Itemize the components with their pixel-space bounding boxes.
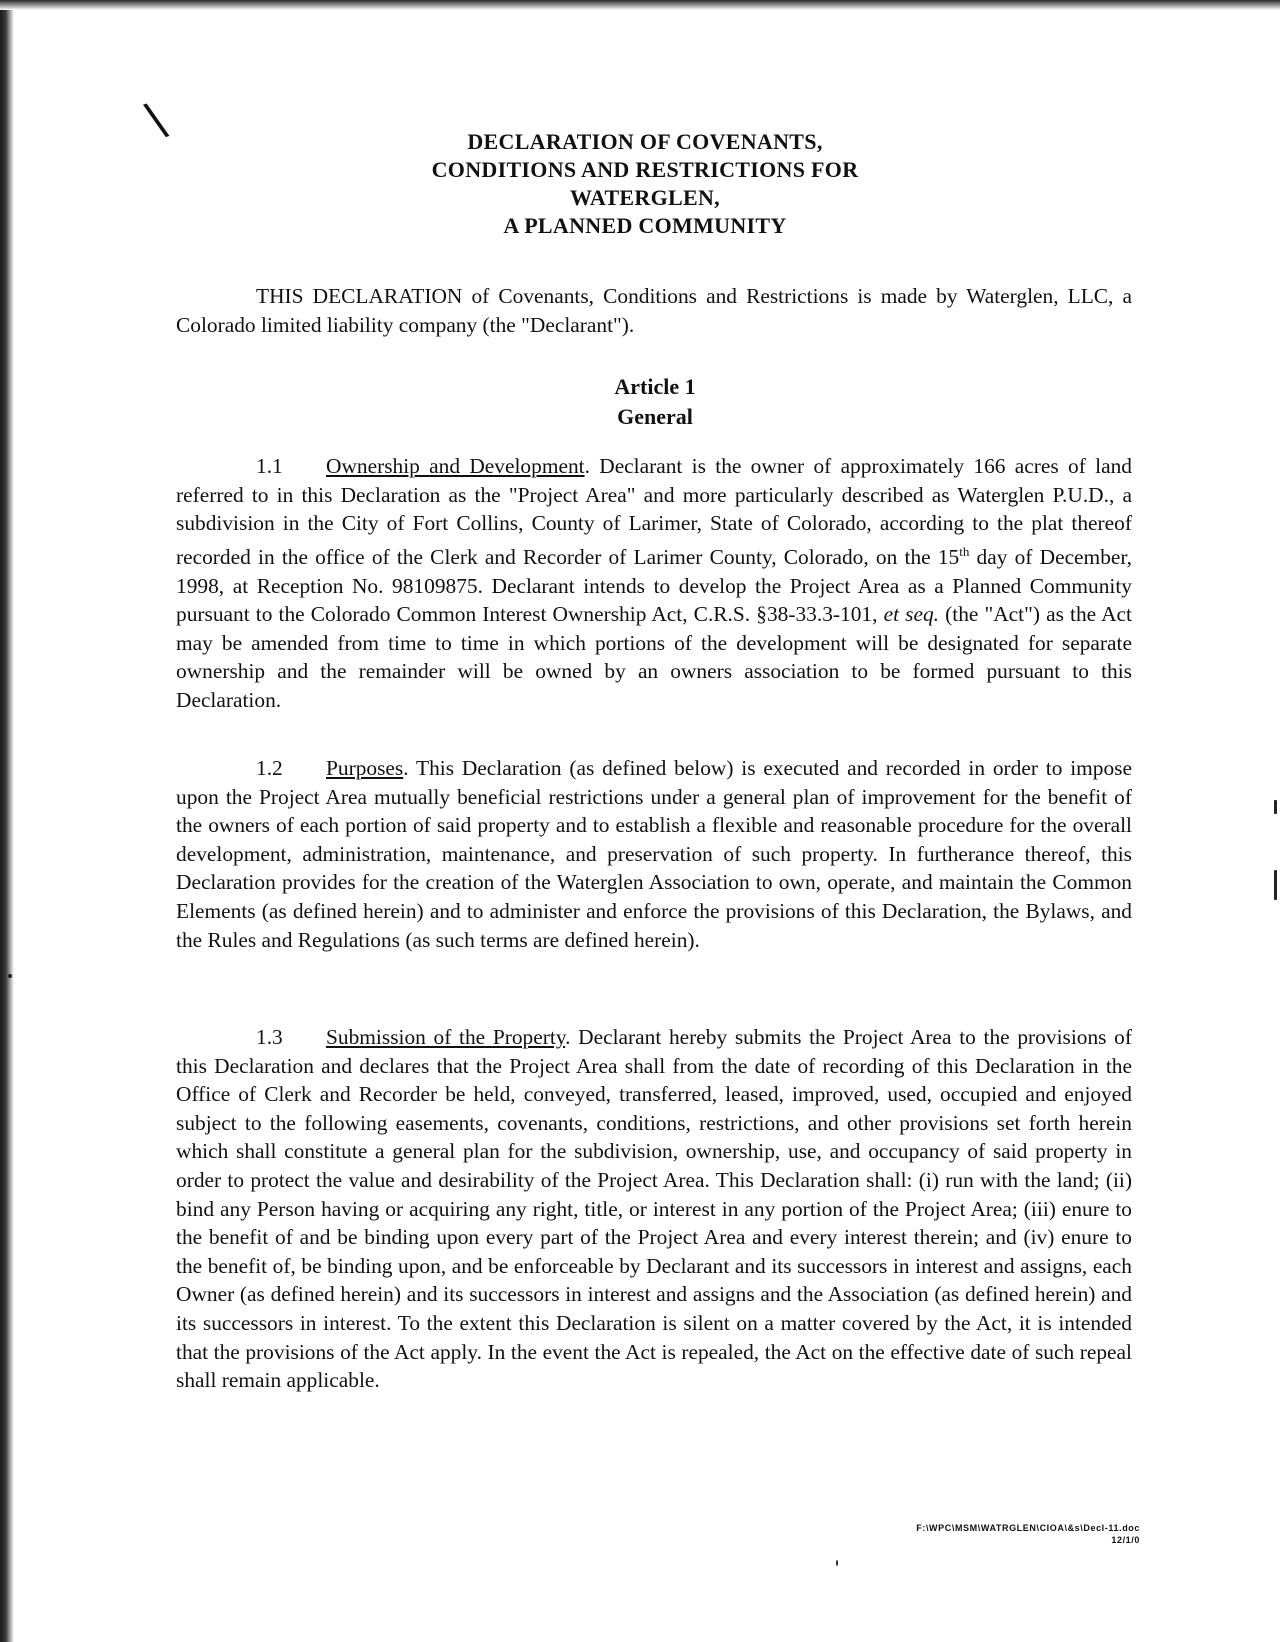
article-heading — [560, 372, 750, 432]
scan-speck — [1274, 800, 1277, 814]
title-line-3: WATERGLEN, — [570, 185, 720, 210]
title-line-1: DECLARATION OF COVENANTS, — [467, 129, 823, 154]
handwritten-mark: \ — [140, 90, 172, 148]
intro-paragraph — [176, 282, 1132, 339]
section-body: . Declarant is the owner of approximately 166 acres of land referred to in this Declaration as the "Project Area" and more particularly described as Waterglen P.U.D., a subdivision in the City of Fort Collins, County of Larimer, State of Colorado, according to the plat thereof recorded in the office of the Clerk and Recorder of Larimer County, Colorado, on the 15 — [176, 454, 1132, 569]
section-1-3 — [176, 1023, 1132, 1395]
section-number: 1.2 — [256, 756, 283, 780]
intro-text: THIS DECLARATION of Covenants, Conditions and Restrictions is made by Waterglen, LLC, a Colorado limited liability company (the "Declarant"). — [176, 284, 1132, 337]
section-body: . Declarant hereby submits the Project Area to the provisions of this Declaration and declares that the Project Area shall from the date of recording of this Declaration in the Office of Clerk and Recorder be held, conveyed, transferred, leased, improved, used, occupied and enjoyed subject to the following easements, covenants, conditions, restrictions, and other provisions set forth herein which shall constitute a general plan for the subdivision, ownership, use, and occupancy of said property in order to protect the value and desirability of the Project Area. This Declaration shall: (i) run with the land; (ii) bind any Person having or acquiring any right, title, or interest in any portion of the Project Area; (iii) enure to the benefit of and be binding upon every part of the Project Area and every interest therein; and (iv) enure to the benefit of, be binding upon, and be enforceable by Declarant and its successors in interest and assigns, each Owner (as defined herein) and its successors in interest and assigns and the Association (as defined herein) and its successors in interest. To the extent this Declaration is silent on a matter covered by the Act, it is intended that the provisions of the Act apply. In the event the Act is repealed, the Act on the effective date of such repeal shall remain applicable. — [176, 1025, 1132, 1393]
section-heading: Submission of the Property — [326, 1025, 566, 1049]
section-number: 1.1 — [256, 454, 283, 478]
file-path-footer — [916, 1522, 1140, 1546]
title-line-2: CONDITIONS AND RESTRICTIONS FOR — [431, 157, 859, 182]
article-title: General — [617, 404, 693, 429]
document-title — [330, 128, 960, 240]
section-body-cont: day of December, 1998, at Reception No. 98109875. Declarant intends to develop the Project Area as a Planned Community pursuant to the Colorado Common Interest Ownership Act, C.R.S. §38-33.3-101, — [176, 544, 1132, 627]
scan-speck — [836, 1560, 838, 1566]
ordinal-suffix: th — [959, 543, 970, 559]
section-1-1 — [176, 452, 1132, 714]
scan-edge-left — [0, 0, 14, 1642]
footer-date: 12/1/0 — [1111, 1535, 1140, 1545]
article-label: Article 1 — [614, 374, 696, 399]
footer-path: F:\WPC\MSM\WATRGLEN\CIOA\&s\Decl-11.doc — [916, 1523, 1140, 1533]
section-number: 1.3 — [256, 1025, 283, 1049]
scan-edge-top — [0, 0, 1280, 10]
section-body-end: (the "Act") as the Act may be amended from time to time in which portions of the development will be designated for separate ownership and the remainder will be owned by an owners association to be formed pursuant to this Declaration. — [176, 602, 1132, 712]
section-heading: Ownership and Development — [326, 454, 585, 478]
latin-term: et seq. — [883, 602, 940, 627]
section-1-2 — [176, 754, 1132, 954]
scan-speck — [1274, 870, 1277, 900]
title-line-4: A PLANNED COMMUNITY — [503, 213, 787, 238]
scan-speck — [8, 974, 12, 978]
section-heading: Purposes — [326, 756, 404, 780]
section-body: . This Declaration (as defined below) is executed and recorded in order to impose upon the Project Area mutually beneficial restrictions under a general plan of improvement for the benefit of the owners of each portion of said property and to establish a flexible and reasonable procedure for the overall development, administration, maintenance, and preservation of such property. In furtherance thereof, this Declaration provides for the creation of the Waterglen Association to own, operate, and maintain the Common Elements (as defined herein) and to administer and enforce the provisions of this Declaration, the Bylaws, and the Rules and Regulations (as such terms are defined herein). — [176, 756, 1132, 952]
